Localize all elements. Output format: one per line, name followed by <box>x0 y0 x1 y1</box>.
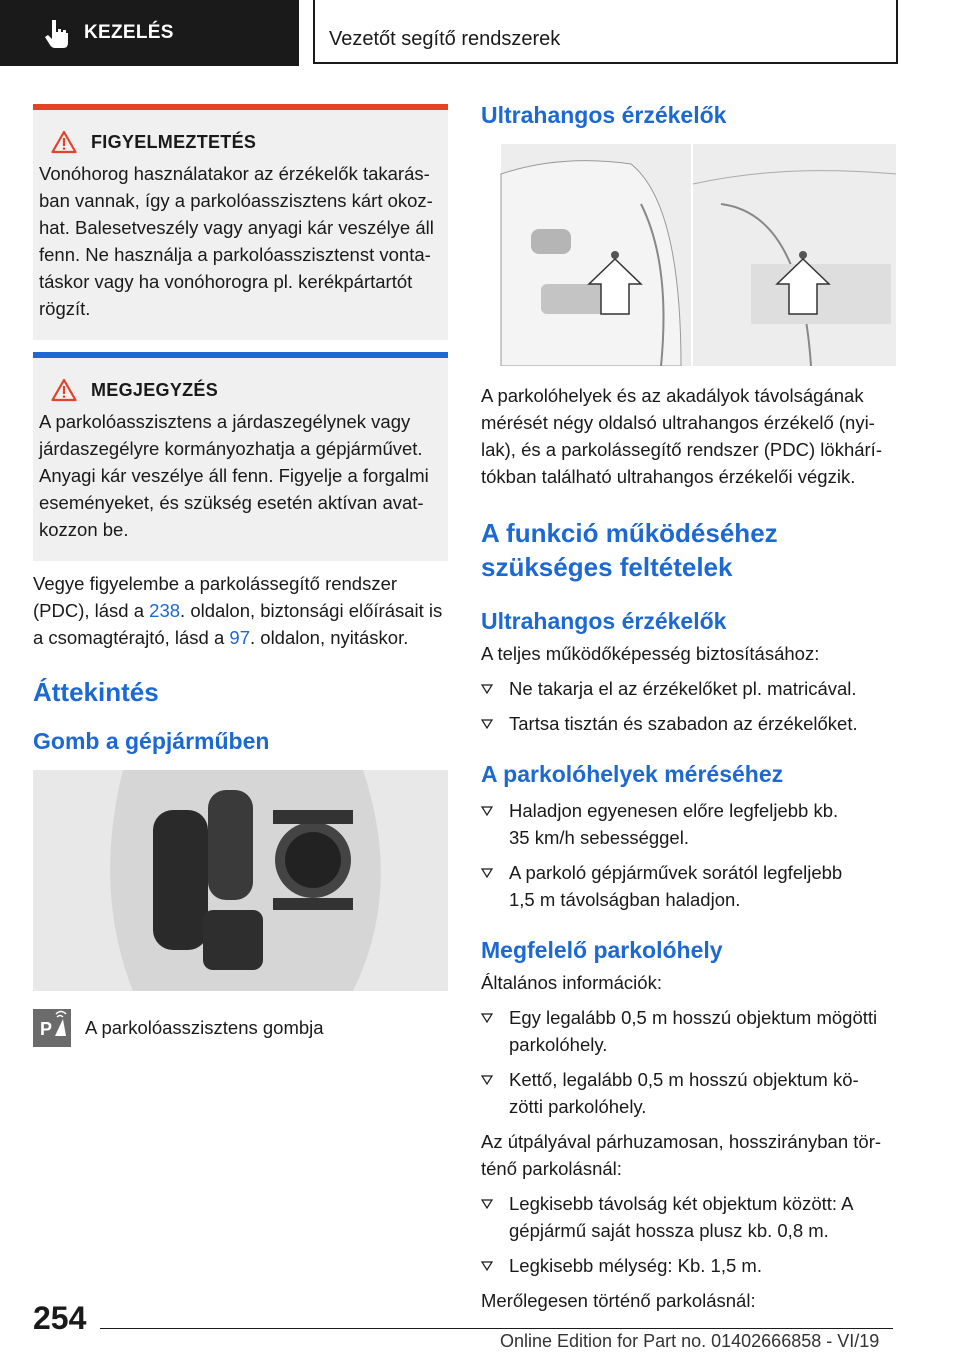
triangle-bullet-icon <box>481 719 493 729</box>
sensor-line: A parkolóhelyek és az akadályok távolságának <box>481 385 864 406</box>
list-item-text: Legkisebb távolság két objektum között: A <box>509 1193 854 1214</box>
right-column <box>481 100 896 1314</box>
triangle-bullet-icon <box>481 684 493 694</box>
warning-line: rögzít. <box>39 298 91 319</box>
note-line: Anyagi kár veszélye áll fenn. Figyelje a forgalmi <box>39 465 429 486</box>
list-item <box>481 1190 896 1244</box>
sensor-illustration <box>481 144 896 366</box>
note-title: MEGJEGYZÉS <box>91 379 219 400</box>
parking-assistant-icon <box>33 1009 71 1047</box>
sensor-description <box>481 382 896 490</box>
triangle-bullet-icon <box>481 806 493 816</box>
triangle-bullet-icon <box>481 1013 493 1023</box>
list-item <box>481 1252 896 1279</box>
list-item <box>481 859 896 913</box>
center-console-image <box>33 770 448 991</box>
edition-label: Online Edition for Part no. 01402666858 - VI/19 <box>500 1331 880 1351</box>
chapter-title: Vezetőt segítő rendszerek <box>329 28 561 50</box>
list-item <box>481 675 896 702</box>
page-link-97[interactable]: 97 <box>229 627 250 648</box>
list-item-text: gépjármű saját hossza plusz kb. 0,8 m. <box>509 1220 829 1241</box>
caution-triangle-icon <box>51 378 77 402</box>
list-item-text: 35 km/h sebességgel. <box>509 827 689 848</box>
hand-pointer-icon <box>40 16 74 50</box>
footer-divider <box>100 1328 893 1329</box>
warning-title: FIGYELMEZTETÉS <box>91 131 257 152</box>
perpendicular-parking-label: Merőlegesen történő parkolásnál: <box>481 1290 756 1311</box>
full-function-label: A teljes működőképesség biztosításához: <box>481 643 820 664</box>
chapter-box <box>313 0 898 64</box>
parallel-parking-label <box>481 1128 896 1182</box>
sensor-location-image <box>481 144 896 366</box>
warning-line: ban vannak, így a parkolóasszisztens kárt okoz- <box>39 190 433 211</box>
note-line: eseményeket, és szükség esetén aktívan avat- <box>39 492 424 513</box>
triangle-bullet-icon <box>481 1199 493 1209</box>
sensor-line: mérését négy oldalsó ultrahangos érzékelő (nyi- <box>481 412 875 433</box>
caption-row <box>33 1009 448 1047</box>
list-item-text: parkolóhely. <box>509 1034 608 1055</box>
warning-box <box>33 104 448 340</box>
heading-overview: Áttekintés <box>33 677 159 707</box>
general-info-label: Általános információk: <box>481 972 662 993</box>
list-item <box>481 710 896 737</box>
list-item-text: A parkoló gépjárművek sorától legfeljebb <box>509 862 843 883</box>
section-label: KEZELÉS <box>84 22 174 43</box>
warning-line: hat. Balesetveszély vagy anyagi kár veszélye áll <box>39 217 434 238</box>
para-text: a csomagtérajtó, lásd a <box>33 627 230 648</box>
note-box <box>33 352 448 561</box>
para-text: (PDC), lásd a <box>33 600 150 621</box>
warning-text <box>39 160 442 322</box>
para-text: ténő parkolásnál: <box>481 1158 622 1179</box>
list-item-text: Tartsa tisztán és szabadon az érzékelőket. <box>509 713 858 734</box>
triangle-bullet-icon <box>481 1261 493 1271</box>
page-header <box>0 0 960 66</box>
note-line: kozzon be. <box>39 519 129 540</box>
warning-triangle-icon <box>51 130 77 154</box>
warning-line: Vonóhorog használatakor az érzékelők takarás- <box>39 163 430 184</box>
list-item-text: Kettő, legalább 0,5 m hosszú objektum kö- <box>509 1069 859 1090</box>
list-item-text: Ne takarja el az érzékelőket pl. matricával. <box>509 678 857 699</box>
triangle-bullet-icon <box>481 868 493 878</box>
para-text: Az útpályával párhuzamosan, hosszirányban tör- <box>481 1131 882 1152</box>
section-tab <box>0 0 299 66</box>
heading-line: szükséges feltételek <box>481 552 733 582</box>
heading-line: A funkció működéséhez <box>481 518 778 548</box>
svg-text:P: P <box>40 1019 53 1039</box>
list-item-text: Egy legalább 0,5 m hosszú objektum mögötti <box>509 1007 878 1028</box>
page-link-238[interactable]: 238 <box>149 600 181 621</box>
note-line: járdaszegélyre kormányozhatja a gépjárművet. <box>39 438 423 459</box>
sensor-line: lak), és a parkolássegítő rendszer (PDC) lökhárí- <box>481 439 882 460</box>
list-item-text: Haladjon egyenesen előre legfeljebb kb. <box>509 800 839 821</box>
sensor-line: tókban található ultrahangos érzékelői végzik. <box>481 466 856 487</box>
image-caption: A parkolóasszisztens gombja <box>85 1017 324 1038</box>
heading-suitable-space: Megfelelő parkolóhely <box>481 937 723 963</box>
warning-line: fenn. Ne használja a parkolóasszisztenst vonta- <box>39 244 431 265</box>
left-column <box>33 104 448 1047</box>
center-console-illustration <box>33 770 448 991</box>
heading-ultrasonic-sensors-2: Ultrahangos érzékelők <box>481 608 727 634</box>
list-item-text: Legkisebb mélység: Kb. 1,5 m. <box>509 1255 762 1276</box>
heading-ultrasonic-sensors: Ultrahangos érzékelők <box>481 102 727 128</box>
note-text <box>39 408 442 543</box>
measure-list <box>481 797 896 913</box>
warning-line: táskor vagy ha vonóhorogra pl. kerékpártartót <box>39 271 413 292</box>
list-item <box>481 1004 896 1058</box>
sensor-care-list <box>481 675 896 737</box>
list-item <box>481 797 896 851</box>
list-item <box>481 1066 896 1120</box>
page-number: 254 <box>33 1300 87 1336</box>
parallel-list <box>481 1190 896 1279</box>
list-item-text: zötti parkolóhely. <box>509 1096 647 1117</box>
note-line: A parkolóasszisztens a járdaszegélynek vagy <box>39 411 411 432</box>
heading-button: Gomb a gépjárműben <box>33 728 270 754</box>
para-text: . oldalon, biztonsági előírásait is <box>180 600 443 621</box>
para-text: . oldalon, nyitáskor. <box>250 627 409 648</box>
heading-function-requirements <box>481 516 896 584</box>
suitable-list <box>481 1004 896 1120</box>
list-item-text: 1,5 m távolságban haladjon. <box>509 889 741 910</box>
heading-measure: A parkolóhelyek méréséhez <box>481 761 784 787</box>
triangle-bullet-icon <box>481 1075 493 1085</box>
para-text: Vegye figyelembe a parkolássegítő rendszer <box>33 573 398 594</box>
pdc-reference-paragraph <box>33 570 448 651</box>
